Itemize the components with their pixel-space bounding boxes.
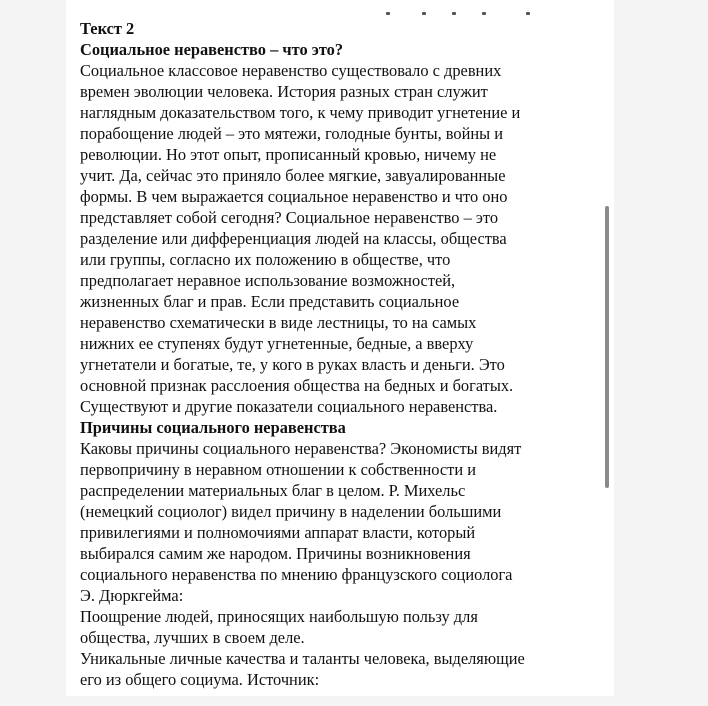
text-line: формы. В чем выражается социальное неравенство и что оно <box>80 187 508 206</box>
text-line: распределении материальных благ в целом. Р. Михельс <box>80 481 466 500</box>
text-line: первопричину в неравном отношении к собственности и <box>80 460 476 479</box>
section-body <box>80 438 610 690</box>
text-line: разделение или дифференциация людей на классы, общества <box>80 229 507 248</box>
text-line: Уникальные личные качества и таланты человека, выделяющие <box>80 649 525 668</box>
text-line: привилегиями и полномочиями аппарат власти, который <box>80 523 476 542</box>
text-line: времен эволюции человека. История разных стран служит <box>80 82 488 101</box>
document-page <box>66 0 614 696</box>
text-line: порабощение людей – это мятежи, голодные бунты, войны и <box>80 124 504 143</box>
text-line: представляет собой сегодня? Социальное неравенство – это <box>80 208 499 227</box>
vertical-scrollbar[interactable] <box>605 206 609 488</box>
text-line: неравенство схематически в виде лестницы, то на самых <box>80 313 477 332</box>
text-line: нижних ее ступенях будут угнетенные, бедные, а вверху <box>80 334 474 353</box>
text-line: основной признак расслоения общества на бедных и богатых. <box>80 376 514 395</box>
text-heading: Текст 2 <box>80 19 135 38</box>
document-text <box>80 18 610 690</box>
text-line: Поощрение людей, приносящих наибольшую пользу для <box>80 607 478 626</box>
text-line: жизненных благ и прав. Если представить социальное <box>80 292 460 311</box>
text-line: Социальное классовое неравенство существовало с древних <box>80 61 502 80</box>
text-line: наглядным доказательством того, к чему приводит угнетение и <box>80 103 521 122</box>
text-line: (немецкий социолог) видел причину в наделении большими <box>80 502 502 521</box>
section-body <box>80 60 610 417</box>
text-line: или группы, согласно их положению в обществе, что <box>80 250 451 269</box>
section-title: Причины социального неравенства <box>80 418 346 437</box>
text-line: учит. Да, сейчас это приняло более мягкие, завуалированные <box>80 166 506 185</box>
text-line: его из общего социума. Источник: <box>80 670 320 689</box>
text-line: Каковы причины социального неравенства? Экономисты видят <box>80 439 522 458</box>
text-line: предполагает неравное использование возможностей, <box>80 271 456 290</box>
text-line: общества, лучших в своем деле. <box>80 628 305 647</box>
text-line: социального неравенства по мнению французского социолога <box>80 565 513 584</box>
section-title: Социальное неравенство – что это? <box>80 40 344 59</box>
text-line: выбирался самим же народом. Причины возникновения <box>80 544 471 563</box>
text-line: угнетатели и богатые, те, у кого в руках власть и деньги. Это <box>80 355 505 374</box>
text-line: Существуют и другие показатели социального неравенства. <box>80 397 498 416</box>
text-line: революции. Но этот опыт, прописанный кровью, ничему не <box>80 145 497 164</box>
text-line: Э. Дюркгейма: <box>80 586 184 605</box>
